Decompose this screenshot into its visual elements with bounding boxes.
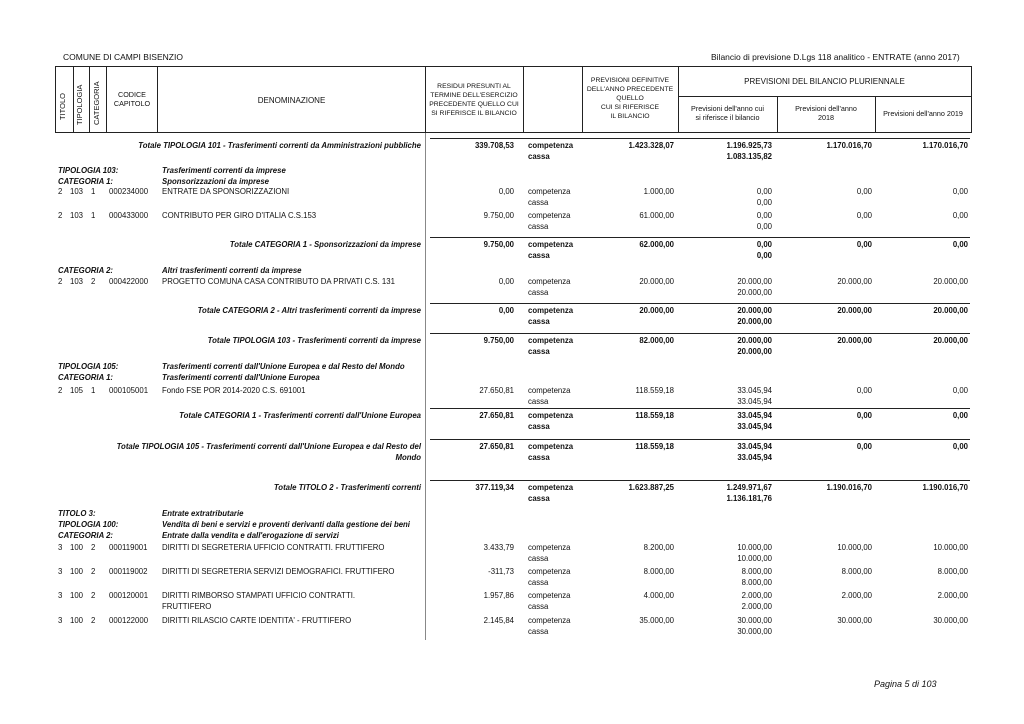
residui-value: 3.433,79 bbox=[483, 543, 514, 552]
heading-code: TIPOLOGIA 105: bbox=[58, 362, 119, 371]
heading-code: TITOLO 3: bbox=[58, 509, 96, 518]
residui-value: 9.750,00 bbox=[483, 336, 514, 345]
residui-value: 27.650,81 bbox=[479, 411, 514, 420]
prev-corrente-cassa: 20.000,00 bbox=[737, 288, 772, 297]
competenza-label: competenza bbox=[528, 411, 574, 420]
competenza-label: competenza bbox=[528, 187, 571, 196]
page-number: Pagina 5 di 103 bbox=[874, 679, 937, 689]
prev-def-value: 82.000,00 bbox=[639, 336, 674, 345]
categoria-code: 2 bbox=[91, 543, 96, 552]
titolo-code: 2 bbox=[58, 277, 63, 286]
prev-def-value: 118.559,18 bbox=[635, 411, 674, 420]
prev-2019-value: 1.170.016,70 bbox=[922, 141, 968, 150]
prev-corrente-cassa: 33.045,94 bbox=[737, 397, 772, 406]
titolo-code: 2 bbox=[58, 386, 63, 395]
categoria-code: 2 bbox=[91, 567, 96, 576]
residui-value: 339.708,53 bbox=[474, 141, 514, 150]
cassa-label: cassa bbox=[528, 602, 549, 611]
total-label: Totale CATEGORIA 2 - Altri trasferimenti correnti da imprese bbox=[197, 306, 421, 315]
prev-corrente-competenza: 1.196.925,73 bbox=[726, 141, 772, 150]
capitolo-code: 000433000 bbox=[109, 211, 149, 220]
prev-2018-value: 1.170.016,70 bbox=[826, 141, 872, 150]
col-pluriennale: PREVISIONI DEL BILANCIO PLURIENNALE bbox=[744, 77, 905, 86]
total-label: Totale CATEGORIA 1 - Trasferimenti correnti dall'Unione Europea bbox=[179, 411, 421, 420]
report-title: Bilancio di previsione D.Lgs 118 analitico - ENTRATE (anno 2017) bbox=[711, 52, 960, 62]
prev-2019-value: 0,00 bbox=[952, 386, 968, 395]
row-label: ENTRATE DA SPONSORIZZAZIONI bbox=[162, 187, 290, 196]
cassa-label: cassa bbox=[528, 347, 550, 356]
prev-2018-value: 0,00 bbox=[856, 211, 872, 220]
capitolo-code: 000119001 bbox=[109, 543, 148, 552]
heading-label: Trasferimenti correnti dall'Unione Europea bbox=[162, 373, 320, 382]
tipologia-code: 100 bbox=[70, 616, 84, 625]
prev-corrente-cassa: 10.000,00 bbox=[737, 554, 772, 563]
prev-2018-value: 8.000,00 bbox=[841, 567, 872, 576]
prev-2019-value: 20.000,00 bbox=[933, 277, 968, 286]
heading-label: Vendita di beni e servizi e proventi derivanti dalla gestione dei beni bbox=[162, 520, 410, 529]
prev-2019-value: 10.000,00 bbox=[933, 543, 968, 552]
prev-def-value: 118.559,18 bbox=[635, 442, 674, 451]
residui-value: 27.650,81 bbox=[479, 442, 514, 451]
competenza-label: competenza bbox=[528, 442, 574, 451]
column-rule bbox=[425, 133, 426, 640]
row-label: PROGETTO COMUNA CASA CONTRIBUTO DA PRIVATI C.S. 131 bbox=[162, 277, 395, 286]
tipologia-code: 103 bbox=[70, 277, 84, 286]
prev-def-value: 8.000,00 bbox=[643, 567, 674, 576]
titolo-code: 3 bbox=[58, 567, 63, 576]
residui-value: 9.750,00 bbox=[483, 240, 514, 249]
row-label: DIRITTI RILASCIO CARTE IDENTITA' - FRUTTIFERO bbox=[162, 616, 352, 625]
col-prev-2018: Previsioni dell'anno 2018 bbox=[795, 104, 857, 122]
cassa-label: cassa bbox=[528, 198, 549, 207]
prev-2018-value: 30.000,00 bbox=[837, 616, 872, 625]
cassa-label: cassa bbox=[528, 317, 550, 326]
residui-value: -311,73 bbox=[488, 567, 514, 576]
prev-2018-value: 20.000,00 bbox=[837, 306, 872, 315]
heading-label: Entrate dalla vendita e dall'erogazione di servizi bbox=[162, 531, 339, 540]
competenza-label: competenza bbox=[528, 543, 571, 552]
prev-corrente-cassa: 20.000,00 bbox=[737, 347, 772, 356]
prev-corrente-competenza: 20.000,00 bbox=[737, 306, 772, 315]
prev-2019-value: 0,00 bbox=[952, 211, 968, 220]
total-separator bbox=[430, 408, 970, 409]
prev-2018-value: 0,00 bbox=[856, 386, 872, 395]
prev-def-value: 20.000,00 bbox=[639, 277, 674, 286]
residui-value: 0,00 bbox=[498, 277, 514, 286]
heading-code: CATEGORIA 2: bbox=[58, 266, 114, 275]
row-label-cont: FRUTTIFERO bbox=[162, 602, 212, 611]
residui-value: 377.119,34 bbox=[475, 483, 514, 492]
cassa-label: cassa bbox=[528, 222, 549, 231]
prev-2019-value: 0,00 bbox=[952, 187, 968, 196]
prev-def-value: 1.623.887,25 bbox=[628, 483, 674, 492]
categoria-code: 1 bbox=[91, 187, 96, 196]
prev-2018-value: 0,00 bbox=[856, 442, 872, 451]
prev-2019-value: 20.000,00 bbox=[933, 306, 968, 315]
municipality-name: COMUNE DI CAMPI BISENZIO bbox=[63, 52, 183, 62]
prev-corrente-cassa: 0,00 bbox=[756, 198, 772, 207]
competenza-label: competenza bbox=[528, 567, 571, 576]
prev-2019-value: 0,00 bbox=[952, 411, 968, 420]
prev-def-value: 4.000,00 bbox=[643, 591, 674, 600]
total-separator bbox=[430, 303, 970, 304]
prev-corrente-cassa: 30.000,00 bbox=[737, 627, 772, 636]
prev-2018-value: 1.190.016,70 bbox=[826, 483, 872, 492]
col-prev-definitive: PREVISIONI DEFINITIVE DELL'ANNO PRECEDENTE QUELLO CUI SI RIFERISCE IL BILANCIO bbox=[586, 77, 674, 120]
prev-2018-value: 20.000,00 bbox=[837, 277, 872, 286]
prev-corrente-competenza: 33.045,94 bbox=[737, 386, 772, 395]
competenza-label: competenza bbox=[528, 616, 571, 625]
cassa-label: cassa bbox=[528, 422, 550, 431]
capitolo-code: 000119002 bbox=[109, 567, 148, 576]
prev-2019-value: 20.000,00 bbox=[933, 336, 968, 345]
prev-corrente-cassa: 20.000,00 bbox=[737, 317, 772, 326]
cassa-label: cassa bbox=[528, 627, 549, 636]
competenza-label: competenza bbox=[528, 211, 571, 220]
heading-label: Trasferimenti correnti dall'Unione Europea e dal Resto del Mondo bbox=[162, 362, 405, 371]
col-codice: CODICE CAPITOLO bbox=[113, 90, 151, 108]
prev-corrente-cassa: 33.045,94 bbox=[737, 422, 772, 431]
prev-2018-value: 0,00 bbox=[856, 187, 872, 196]
competenza-label: competenza bbox=[528, 336, 574, 345]
residui-value: 9.750,00 bbox=[483, 211, 514, 220]
cassa-label: cassa bbox=[528, 494, 550, 503]
heading-label: Sponsorizzazioni da imprese bbox=[162, 177, 270, 186]
col-prev-2019: Previsioni dell'anno 2019 bbox=[883, 109, 963, 118]
prev-corrente-competenza: 0,00 bbox=[756, 211, 772, 220]
prev-corrente-competenza: 33.045,94 bbox=[737, 442, 772, 451]
total-separator bbox=[430, 333, 970, 334]
prev-corrente-competenza: 20.000,00 bbox=[737, 336, 772, 345]
total-separator bbox=[430, 237, 970, 238]
tipologia-code: 100 bbox=[70, 567, 84, 576]
categoria-code: 2 bbox=[91, 277, 96, 286]
prev-corrente-competenza: 1.249.971,67 bbox=[726, 483, 772, 492]
titolo-code: 3 bbox=[58, 543, 63, 552]
total-separator bbox=[430, 480, 970, 481]
tipologia-code: 103 bbox=[70, 211, 84, 220]
heading-code: CATEGORIA 1: bbox=[58, 177, 114, 186]
prev-2018-value: 10.000,00 bbox=[837, 543, 872, 552]
heading-label: Altri trasferimenti correnti da imprese bbox=[162, 266, 302, 275]
col-denominazione: DENOMINAZIONE bbox=[257, 96, 326, 105]
residui-value: 1.957,86 bbox=[483, 591, 514, 600]
prev-corrente-cassa: 33.045,94 bbox=[737, 453, 772, 462]
row-label: DIRITTI RIMBORSO STAMPATI UFFICIO CONTRATTI. bbox=[162, 591, 356, 600]
prev-corrente-competenza: 10.000,00 bbox=[737, 543, 772, 552]
cassa-label: cassa bbox=[528, 453, 550, 462]
total-label: Totale TIPOLOGIA 101 - Trasferimenti correnti da Amministrazioni pubbliche bbox=[138, 141, 421, 150]
residui-value: 27.650,81 bbox=[479, 386, 514, 395]
tipologia-code: 103 bbox=[70, 187, 84, 196]
prev-2019-value: 1.190.016,70 bbox=[922, 483, 968, 492]
prev-def-value: 8.200,00 bbox=[643, 543, 674, 552]
total-label: Totale CATEGORIA 1 - Sponsorizzazioni da imprese bbox=[229, 240, 421, 249]
prev-def-value: 61.000,00 bbox=[639, 211, 674, 220]
cassa-label: cassa bbox=[528, 251, 550, 260]
cassa-label: cassa bbox=[528, 578, 549, 587]
col-residui: RESIDUI PRESUNTI AL TERMINE DELL'ESERCIZIO PRECEDENTE QUELLO CUI SI RIFERISCE IL BILANCIO bbox=[429, 83, 519, 117]
heading-code: TIPOLOGIA 100: bbox=[58, 520, 119, 529]
heading-code: TIPOLOGIA 103: bbox=[58, 166, 119, 175]
prev-corrente-competenza: 30.000,00 bbox=[737, 616, 772, 625]
titolo-code: 2 bbox=[58, 187, 63, 196]
prev-2019-value: 2.000,00 bbox=[937, 591, 968, 600]
prev-corrente-cassa: 2.000,00 bbox=[741, 602, 772, 611]
competenza-label: competenza bbox=[528, 386, 571, 395]
total-separator bbox=[430, 439, 970, 440]
categoria-code: 2 bbox=[91, 616, 96, 625]
prev-corrente-competenza: 8.000,00 bbox=[741, 567, 772, 576]
prev-corrente-competenza: 0,00 bbox=[756, 187, 772, 196]
heading-code: CATEGORIA 1: bbox=[58, 373, 114, 382]
prev-corrente-cassa: 0,00 bbox=[756, 222, 772, 231]
total-label: Totale TIPOLOGIA 103 - Trasferimenti correnti da imprese bbox=[207, 336, 421, 345]
competenza-label: competenza bbox=[528, 141, 574, 150]
prev-corrente-competenza: 0,00 bbox=[756, 240, 772, 249]
prev-2018-value: 0,00 bbox=[856, 240, 872, 249]
prev-def-value: 1.000,00 bbox=[643, 187, 674, 196]
prev-2019-value: 0,00 bbox=[952, 240, 968, 249]
col-categoria: CATEGORIA bbox=[92, 81, 101, 125]
competenza-label: competenza bbox=[528, 306, 574, 315]
categoria-code: 1 bbox=[91, 211, 96, 220]
capitolo-code: 000234000 bbox=[109, 187, 149, 196]
heading-label: Trasferimenti correnti da imprese bbox=[162, 166, 286, 175]
residui-value: 2.145,84 bbox=[483, 616, 514, 625]
competenza-label: competenza bbox=[528, 277, 571, 286]
prev-2019-value: 8.000,00 bbox=[937, 567, 968, 576]
tipologia-code: 100 bbox=[70, 591, 84, 600]
prev-corrente-cassa: 1.083.135,82 bbox=[726, 152, 772, 161]
row-label: CONTRIBUTO PER GIRO D'ITALIA C.S.153 bbox=[162, 211, 317, 220]
capitolo-code: 000122000 bbox=[109, 616, 149, 625]
prev-def-value: 62.000,00 bbox=[639, 240, 674, 249]
row-label: DIRITTI DI SEGRETERIA SERVIZI DEMOGRAFICI. FRUTTIFERO bbox=[162, 567, 395, 576]
competenza-label: competenza bbox=[528, 240, 574, 249]
heading-code: CATEGORIA 2: bbox=[58, 531, 114, 540]
capitolo-code: 000105001 bbox=[109, 386, 149, 395]
prev-def-value: 35.000,00 bbox=[639, 616, 674, 625]
categoria-code: 1 bbox=[91, 386, 96, 395]
col-tipologia: TIPOLOGIA bbox=[75, 84, 84, 125]
prev-corrente-competenza: 2.000,00 bbox=[741, 591, 772, 600]
cassa-label: cassa bbox=[528, 288, 549, 297]
titolo-code: 3 bbox=[58, 616, 63, 625]
prev-2018-value: 2.000,00 bbox=[841, 591, 872, 600]
col-prev-corrente: Previsioni dell'anno cui si riferisce il bilancio bbox=[691, 104, 764, 122]
total-label: Totale TITOLO 2 - Trasferimenti correnti bbox=[273, 483, 421, 492]
prev-2018-value: 0,00 bbox=[856, 411, 872, 420]
cassa-label: cassa bbox=[528, 397, 549, 406]
prev-2018-value: 20.000,00 bbox=[837, 336, 872, 345]
tipologia-code: 100 bbox=[70, 543, 84, 552]
total-separator bbox=[430, 138, 970, 139]
categoria-code: 2 bbox=[91, 591, 96, 600]
tipologia-code: 105 bbox=[70, 386, 84, 395]
competenza-label: competenza bbox=[528, 591, 571, 600]
col-titolo: TITOLO bbox=[58, 93, 67, 120]
row-label: Fondo FSE POR 2014-2020 C.S. 691001 bbox=[162, 386, 306, 395]
titolo-code: 3 bbox=[58, 591, 63, 600]
residui-value: 0,00 bbox=[498, 187, 514, 196]
total-label-cont: Mondo bbox=[395, 453, 421, 462]
total-label: Totale TIPOLOGIA 105 - Trasferimenti correnti dall'Unione Europea e dal Resto del bbox=[116, 442, 421, 451]
capitolo-code: 000422000 bbox=[109, 277, 149, 286]
prev-def-value: 20.000,00 bbox=[639, 306, 674, 315]
prev-corrente-cassa: 0,00 bbox=[756, 251, 772, 260]
residui-value: 0,00 bbox=[498, 306, 514, 315]
heading-label: Entrate extratributarie bbox=[162, 509, 244, 518]
prev-2019-value: 0,00 bbox=[952, 442, 968, 451]
titolo-code: 2 bbox=[58, 211, 63, 220]
prev-corrente-cassa: 1.136.181,76 bbox=[726, 494, 772, 503]
prev-corrente-competenza: 20.000,00 bbox=[737, 277, 772, 286]
prev-def-value: 1.423.328,07 bbox=[628, 141, 674, 150]
row-label: DIRITTI DI SEGRETERIA UFFICIO CONTRATTI. FRUTTIFERO bbox=[162, 543, 385, 552]
prev-2019-value: 30.000,00 bbox=[933, 616, 968, 625]
prev-def-value: 118.559,18 bbox=[635, 386, 674, 395]
prev-corrente-competenza: 33.045,94 bbox=[737, 411, 772, 420]
cassa-label: cassa bbox=[528, 554, 549, 563]
prev-corrente-cassa: 8.000,00 bbox=[741, 578, 772, 587]
capitolo-code: 000120001 bbox=[109, 591, 149, 600]
cassa-label: cassa bbox=[528, 152, 550, 161]
competenza-label: competenza bbox=[528, 483, 574, 492]
